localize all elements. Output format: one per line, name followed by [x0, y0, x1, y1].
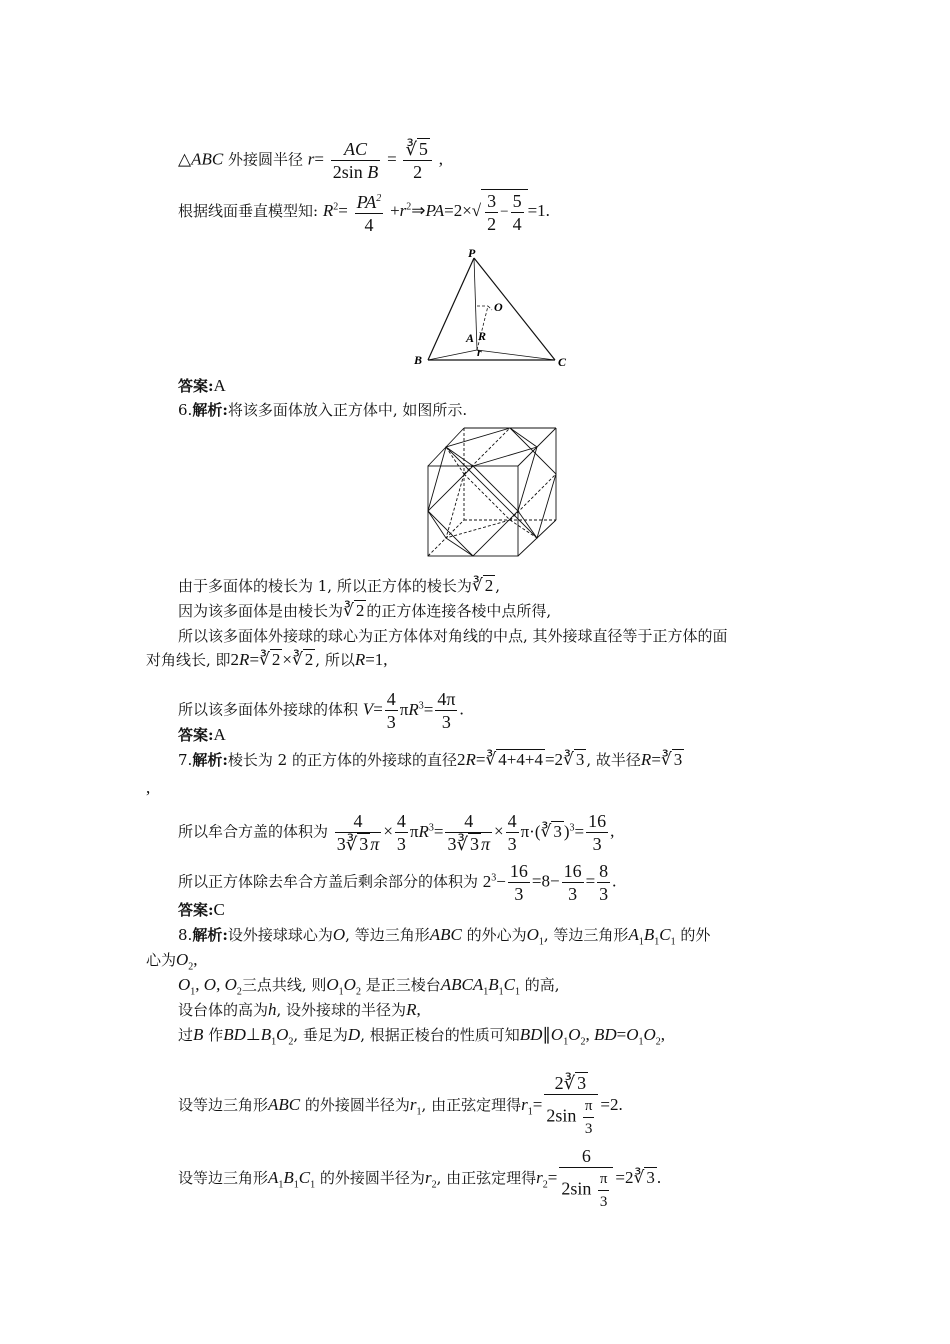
- pa-line: 根据线面垂直模型知: $R^2=$ $\frac{PA^2}{4}$ $+r^2\Rightarrow PA=2\times√$ $\frac{3}{2}$ − $\frac{5}{4}$ =1.: [178, 188, 550, 236]
- text: 外接圆半径: [227, 150, 303, 169]
- label-p: P: [468, 248, 476, 260]
- label-a: A: [466, 331, 475, 345]
- q7-line2: 所以牟合方盖的体积为 $\frac{4}{3∛ 3 \pi}$ × $\frac{4}{3}$ $\pi R^3=$ $\frac{4}{3∛ 3 \pi}$ × $\frac{4}{3}$ π·(∛ 3 )$^3$= $\frac{16}{3}$ ,: [178, 811, 615, 854]
- q7-line3: 所以正方体除去牟合方盖后剩余部分的体积为 $2^3-$ $\frac{16}{3}$ =8− $\frac{16}{3}$ = $\frac{8}{3}$ .: [178, 861, 617, 904]
- q8-header: 8.解析:设外接球球心为O, 等边三角形ABC 的外心为$O_1$, 等边三角形$A_1B_1C_1$ 的外: [178, 925, 711, 948]
- tetrahedron-figure: [410, 248, 580, 370]
- q6-line3: 所以该多面体外接球的球心为正方体体对角线的中点, 其外接球直径等于正方体的面: [178, 627, 728, 645]
- q8-line5: 过B 作$BD\perp B_1O_2$, 垂足为D, 根据正棱台的性质可知$BD\parallel O_1O_2$, $BD=O_1O_2$,: [178, 1025, 666, 1048]
- label-r-big: R: [478, 329, 487, 343]
- text: 根据线面垂直模型知:: [178, 202, 319, 220]
- q8-line3: $O_1$, O, $O_2$三点共线, 则$O_1O_2$ 是正三棱台$ABCA_1B_1C_1$ 的高,: [178, 975, 560, 998]
- fraction: $\frac{AC}{\text{2sin B}}$: [332, 139, 379, 182]
- q8-line6: 设等边三角形ABC 的外接圆半径为$r_1$, 由正弦定理得$r_1=$ 2∛ 3 2sin $\frac{\pi}{3}$ =2.: [178, 1073, 623, 1137]
- answer-6: 答案:A: [178, 725, 226, 744]
- circumradius-line: △ABC 外接圆半径 r= $\frac{AC}{\text{2sin B}}$ = $\frac{∛ 5}{2}$ ,: [178, 139, 443, 182]
- label-c: C: [558, 355, 567, 369]
- q8-line7: 设等边三角形$A_1B_1C_1$ 的外接圆半径为$r_2$, 由正弦定理得$r_2=$ 6 2sin $\frac{\pi}{3}$ =2∛ 3 .: [178, 1146, 662, 1210]
- answer-7: 答案:C: [178, 900, 225, 919]
- q8-line2: 心为$O_2$,: [146, 950, 198, 973]
- fraction: $\frac{∛ 5}{2}$: [403, 138, 431, 183]
- cube-figure: [424, 424, 560, 560]
- fraction: $\frac{PA^2}{4}$: [355, 188, 384, 236]
- answer-label: 答案:: [178, 377, 214, 395]
- q7-header: 7.解析:棱长为 2 的正方体的外接球的直径2R=∛ 4+4+4 =2∛ 3 , 故半径R=∛ 3: [178, 750, 683, 769]
- q6-line4: 对角线长, 即2R=∛ 2 ×∛ 2 , 所以R=1,: [146, 650, 388, 669]
- label-b: B: [414, 353, 423, 367]
- answer-5: [178, 376, 226, 396]
- q7-comma: ,: [146, 778, 151, 797]
- q6-line5: 所以该多面体外接球的体积 V= $\frac{4}{3}$ $\pi R^3=$ $\frac{4\pi}{3}$ .: [178, 689, 464, 732]
- q6-header: 6.解析:将该多面体放入正方体中, 如图所示.: [178, 401, 468, 419]
- label-r-small: r: [477, 345, 482, 359]
- q8-line4: 设台体的高为h, 设外接球的半径为R,: [178, 1000, 421, 1019]
- q6-line1: 由于多面体的棱长为 1, 所以正方体的棱长为∛ 2 ,: [178, 576, 500, 595]
- q6-line2: 因为该多面体是由棱长为∛ 2 的正方体连接各棱中点所得,: [178, 601, 552, 620]
- label-o: O: [494, 300, 503, 314]
- answer-value: A: [213, 376, 226, 395]
